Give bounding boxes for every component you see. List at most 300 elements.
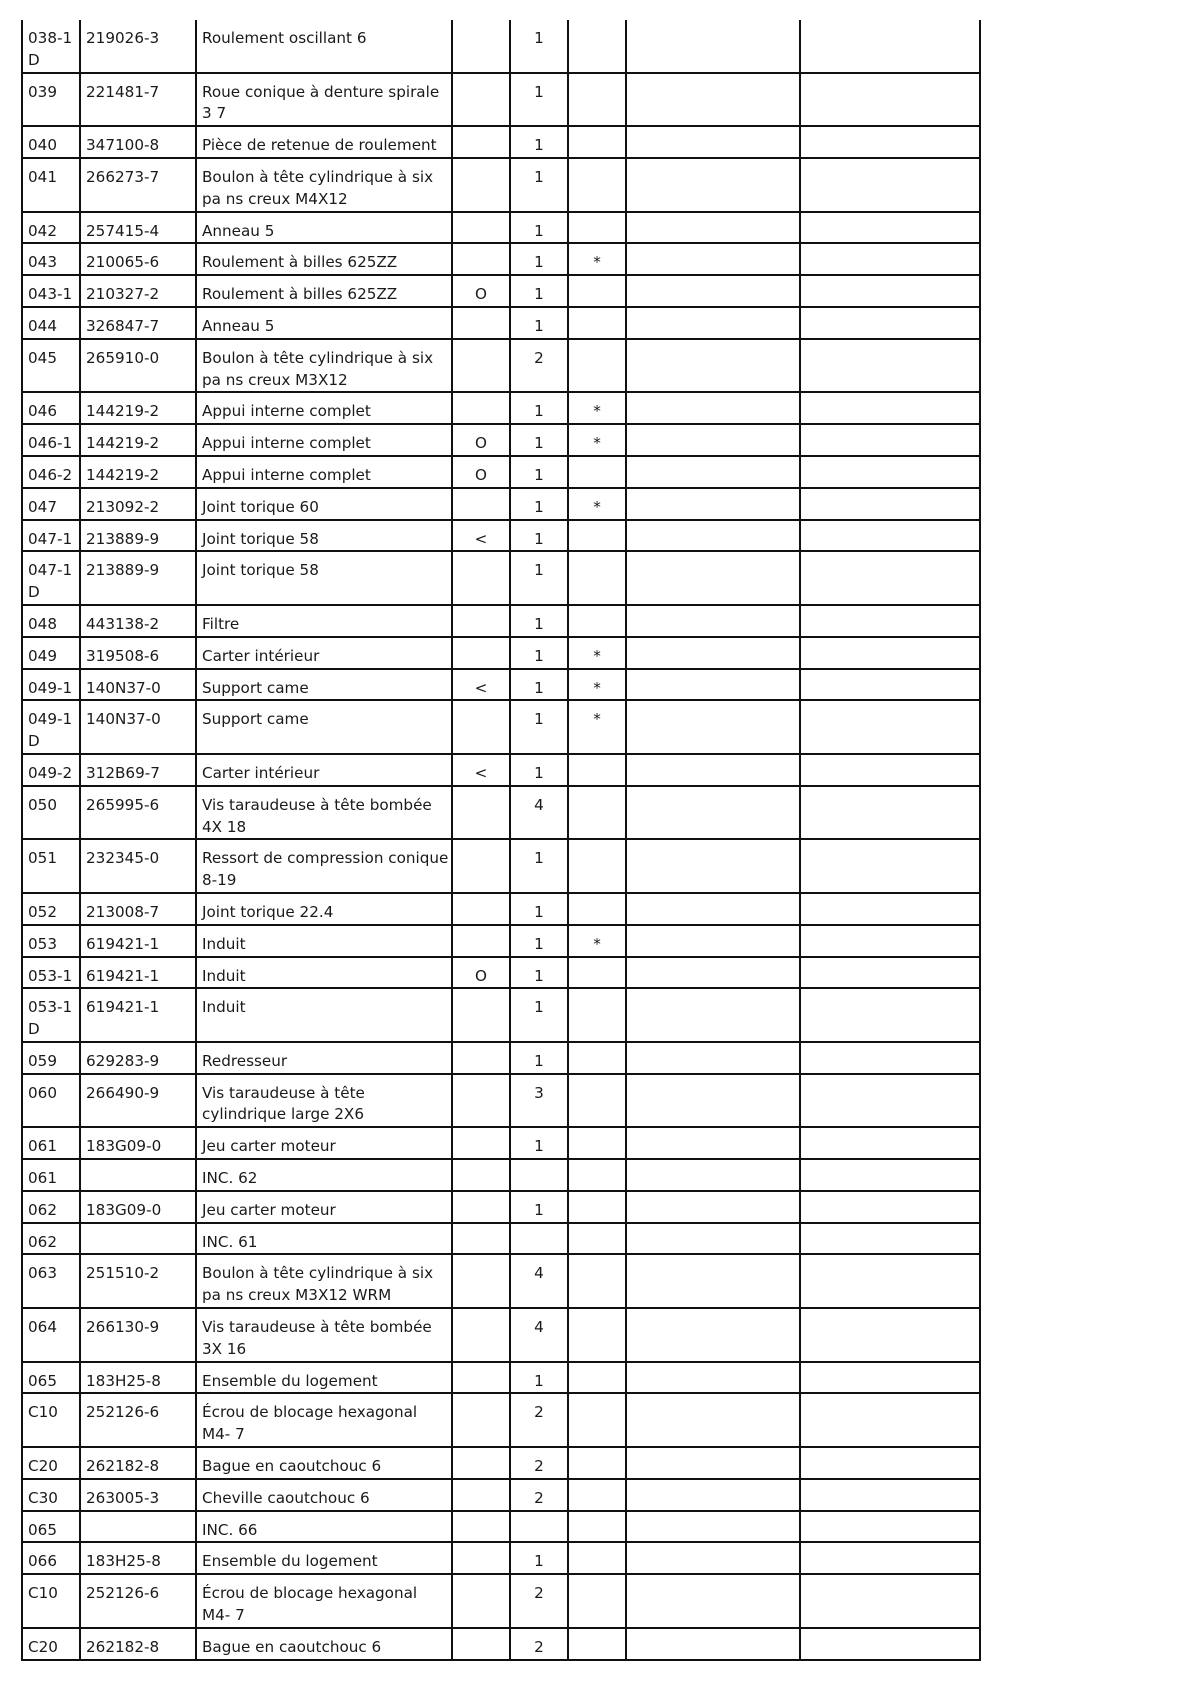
note-cell [568,1479,626,1511]
table-row [22,1362,980,1394]
item-number-cell: 050 [22,786,80,840]
quantity-cell: 1 [510,73,568,127]
blank-cell [800,1542,980,1574]
description-cell: Redresseur [196,1042,452,1074]
description-cell: Appui interne complet [196,456,452,488]
quantity-cell: 1 [510,158,568,212]
blank-cell [626,1447,800,1479]
table-row [22,988,980,1042]
part-number-cell: 144219-2 [80,424,196,456]
part-number-cell: 252126-6 [80,1393,196,1447]
blank-cell [800,1511,980,1543]
indicator-cell [452,637,510,669]
quantity-cell: 4 [510,786,568,840]
note-cell [568,1191,626,1223]
table-row [22,1479,980,1511]
description-cell: Carter intérieur [196,754,452,786]
blank-cell [626,700,800,754]
item-number-cell: 066 [22,1542,80,1574]
blank-cell [800,1254,980,1308]
blank-cell [800,893,980,925]
indicator-cell [452,1042,510,1074]
item-number-cell: 047-1 D [22,551,80,605]
part-number-cell: 266273-7 [80,158,196,212]
part-number-cell: 210065-6 [80,243,196,275]
blank-cell [626,1479,800,1511]
note-cell [568,212,626,244]
description-cell: Induit [196,925,452,957]
quantity-cell: 4 [510,1254,568,1308]
part-number-cell: 232345-0 [80,839,196,893]
blank-cell [626,1511,800,1543]
note-cell [568,1223,626,1255]
table-row [22,275,980,307]
indicator-cell [452,73,510,127]
blank-cell [626,392,800,424]
indicator-cell [452,925,510,957]
blank-cell [626,1127,800,1159]
item-number-cell: 047 [22,488,80,520]
table-row [22,839,980,893]
indicator-cell [452,1628,510,1660]
note-cell [568,1042,626,1074]
blank-cell [626,1362,800,1394]
blank-cell [800,1308,980,1362]
table-row [22,307,980,339]
blank-cell [626,1393,800,1447]
note-cell: * [568,925,626,957]
indicator-cell: O [452,456,510,488]
description-cell: Boulon à tête cylindrique à six pa ns creux M3X12 WRM [196,1254,452,1308]
blank-cell [800,551,980,605]
blank-cell [800,605,980,637]
blank-cell [626,1308,800,1362]
description-cell: Boulon à tête cylindrique à six pa ns creux M3X12 [196,339,452,393]
blank-cell [626,1042,800,1074]
indicator-cell: O [452,957,510,989]
blank-cell [626,424,800,456]
blank-cell [800,73,980,127]
blank-cell [800,307,980,339]
item-number-cell: 053 [22,925,80,957]
blank-cell [626,1542,800,1574]
item-number-cell: 063 [22,1254,80,1308]
quantity-cell: 1 [510,243,568,275]
indicator-cell [452,126,510,158]
blank-cell [800,456,980,488]
part-number-cell: 140N37-0 [80,669,196,701]
table-row [22,488,980,520]
indicator-cell: < [452,754,510,786]
quantity-cell: 1 [510,957,568,989]
description-cell: Cheville caoutchouc 6 [196,1479,452,1511]
quantity-cell: 1 [510,839,568,893]
note-cell [568,1393,626,1447]
quantity-cell: 2 [510,1574,568,1628]
part-number-cell: 213092-2 [80,488,196,520]
indicator-cell [452,1127,510,1159]
quantity-cell: 2 [510,1393,568,1447]
blank-cell [800,1479,980,1511]
blank-cell [800,275,980,307]
item-number-cell: 046-1 [22,424,80,456]
part-number-cell: 262182-8 [80,1447,196,1479]
note-cell [568,988,626,1042]
description-cell: Joint torique 60 [196,488,452,520]
indicator-cell [452,158,510,212]
blank-cell [800,1159,980,1191]
blank-cell [626,158,800,212]
item-number-cell: 052 [22,893,80,925]
note-cell [568,1159,626,1191]
item-number-cell: 049-1 [22,669,80,701]
note-cell: * [568,700,626,754]
note-cell [568,73,626,127]
table-row [22,20,980,73]
quantity-cell: 1 [510,1127,568,1159]
item-number-cell: 049 [22,637,80,669]
item-number-cell: 065 [22,1362,80,1394]
note-cell [568,551,626,605]
table-row [22,424,980,456]
table-row [22,551,980,605]
blank-cell [626,339,800,393]
quantity-cell: 1 [510,700,568,754]
part-number-cell: 319508-6 [80,637,196,669]
quantity-cell: 1 [510,1362,568,1394]
quantity-cell [510,1511,568,1543]
blank-cell [800,988,980,1042]
item-number-cell: C10 [22,1574,80,1628]
part-number-cell: 629283-9 [80,1042,196,1074]
table-row [22,1574,980,1628]
table-row [22,1542,980,1574]
description-cell: Roue conique à denture spirale 3 7 [196,73,452,127]
blank-cell [626,605,800,637]
blank-cell [800,158,980,212]
quantity-cell: 1 [510,605,568,637]
description-cell: Ensemble du logement [196,1542,452,1574]
table-row [22,1447,980,1479]
blank-cell [626,212,800,244]
item-number-cell: 064 [22,1308,80,1362]
note-cell [568,1511,626,1543]
description-cell: Roulement à billes 625ZZ [196,275,452,307]
indicator-cell [452,1191,510,1223]
blank-cell [626,1574,800,1628]
indicator-cell [452,893,510,925]
indicator-cell [452,488,510,520]
table-row [22,73,980,127]
part-number-cell: 312B69-7 [80,754,196,786]
table-row [22,392,980,424]
table-row [22,1628,980,1660]
note-cell [568,339,626,393]
item-number-cell: 049-2 [22,754,80,786]
note-cell: * [568,488,626,520]
table-row [22,669,980,701]
table-row [22,212,980,244]
note-cell [568,1254,626,1308]
item-number-cell: 039 [22,73,80,127]
description-cell: Vis taraudeuse à tête bombée 4X 18 [196,786,452,840]
blank-cell [800,1628,980,1660]
note-cell [568,307,626,339]
indicator-cell: O [452,275,510,307]
blank-cell [626,839,800,893]
quantity-cell: 1 [510,20,568,73]
note-cell: * [568,243,626,275]
description-cell: Carter intérieur [196,637,452,669]
description-cell: Joint torique 58 [196,551,452,605]
blank-cell [800,669,980,701]
quantity-cell: 1 [510,754,568,786]
indicator-cell [452,212,510,244]
part-number-cell: 183H25-8 [80,1542,196,1574]
blank-cell [626,925,800,957]
note-cell: * [568,392,626,424]
quantity-cell: 1 [510,925,568,957]
table-row [22,1223,980,1255]
blank-cell [626,637,800,669]
item-number-cell: 051 [22,839,80,893]
note-cell: * [568,669,626,701]
description-cell: Bague en caoutchouc 6 [196,1447,452,1479]
note-cell [568,1074,626,1128]
description-cell: Anneau 5 [196,212,452,244]
part-number-cell: 263005-3 [80,1479,196,1511]
part-number-cell: 619421-1 [80,988,196,1042]
note-cell [568,839,626,893]
indicator-cell [452,700,510,754]
indicator-cell [452,392,510,424]
blank-cell [800,1574,980,1628]
part-number-cell: 347100-8 [80,126,196,158]
item-number-cell: 062 [22,1191,80,1223]
indicator-cell [452,1254,510,1308]
quantity-cell: 2 [510,1628,568,1660]
quantity-cell: 1 [510,275,568,307]
part-number-cell: 210327-2 [80,275,196,307]
blank-cell [626,307,800,339]
description-cell: Roulement oscillant 6 [196,20,452,73]
table-row [22,1511,980,1543]
blank-cell [800,212,980,244]
part-number-cell: 183H25-8 [80,1362,196,1394]
blank-cell [800,700,980,754]
description-cell: Induit [196,957,452,989]
table-row [22,520,980,552]
quantity-cell: 1 [510,1542,568,1574]
indicator-cell [452,1159,510,1191]
blank-cell [626,243,800,275]
table-row [22,700,980,754]
description-cell: Appui interne complet [196,392,452,424]
quantity-cell: 1 [510,893,568,925]
indicator-cell [452,1511,510,1543]
table-row [22,1074,980,1128]
item-number-cell: 060 [22,1074,80,1128]
part-number-cell [80,1159,196,1191]
quantity-cell: 1 [510,520,568,552]
blank-cell [626,456,800,488]
blank-cell [800,1362,980,1394]
part-number-cell: 257415-4 [80,212,196,244]
item-number-cell: 048 [22,605,80,637]
description-cell: Joint torique 58 [196,520,452,552]
blank-cell [800,243,980,275]
description-cell: Jeu carter moteur [196,1191,452,1223]
blank-cell [626,520,800,552]
note-cell [568,520,626,552]
table-row [22,754,980,786]
part-number-cell: 213889-9 [80,520,196,552]
indicator-cell [452,1393,510,1447]
quantity-cell: 2 [510,1447,568,1479]
description-cell: Ressort de compression conique 8-19 [196,839,452,893]
table-row [22,1042,980,1074]
blank-cell [626,1074,800,1128]
description-cell: Anneau 5 [196,307,452,339]
blank-cell [626,1254,800,1308]
table-row [22,893,980,925]
part-number-cell: 266490-9 [80,1074,196,1128]
item-number-cell: 047-1 [22,520,80,552]
quantity-cell: 1 [510,424,568,456]
item-number-cell: 038-1 D [22,20,80,73]
description-cell: Induit [196,988,452,1042]
indicator-cell [452,243,510,275]
table-row [22,786,980,840]
indicator-cell [452,839,510,893]
parts-list-table [21,20,981,1661]
item-number-cell: 049-1 D [22,700,80,754]
note-cell [568,1447,626,1479]
description-cell: Joint torique 22.4 [196,893,452,925]
blank-cell [626,126,800,158]
quantity-cell: 1 [510,212,568,244]
blank-cell [626,275,800,307]
part-number-cell: 262182-8 [80,1628,196,1660]
table-row [22,925,980,957]
quantity-cell: 1 [510,551,568,605]
blank-cell [626,957,800,989]
note-cell [568,158,626,212]
part-number-cell: 183G09-0 [80,1127,196,1159]
description-cell: Appui interne complet [196,424,452,456]
part-number-cell: 221481-7 [80,73,196,127]
note-cell [568,605,626,637]
item-number-cell: 065 [22,1511,80,1543]
blank-cell [626,669,800,701]
quantity-cell: 4 [510,1308,568,1362]
indicator-cell [452,1362,510,1394]
quantity-cell: 2 [510,339,568,393]
table-row [22,605,980,637]
part-number-cell: 619421-1 [80,925,196,957]
indicator-cell [452,1074,510,1128]
item-number-cell: 041 [22,158,80,212]
description-cell: INC. 61 [196,1223,452,1255]
blank-cell [800,925,980,957]
quantity-cell: 1 [510,392,568,424]
indicator-cell [452,786,510,840]
table-row [22,158,980,212]
item-number-cell: 045 [22,339,80,393]
item-number-cell: 059 [22,1042,80,1074]
indicator-cell [452,1223,510,1255]
description-cell: Écrou de blocage hexagonal M4- 7 [196,1574,452,1628]
blank-cell [800,786,980,840]
part-number-cell: 265995-6 [80,786,196,840]
quantity-cell: 3 [510,1074,568,1128]
blank-cell [800,520,980,552]
blank-cell [800,637,980,669]
indicator-cell: < [452,669,510,701]
description-cell: Écrou de blocage hexagonal M4- 7 [196,1393,452,1447]
blank-cell [800,339,980,393]
part-number-cell: 619421-1 [80,957,196,989]
table-row [22,637,980,669]
item-number-cell: C10 [22,1393,80,1447]
note-cell [568,1308,626,1362]
part-number-cell: 252126-6 [80,1574,196,1628]
item-number-cell: 044 [22,307,80,339]
blank-cell [626,754,800,786]
indicator-cell [452,1574,510,1628]
indicator-cell [452,1479,510,1511]
table-row [22,1191,980,1223]
blank-cell [800,957,980,989]
note-cell [568,893,626,925]
note-cell [568,1127,626,1159]
table-row [22,1254,980,1308]
blank-cell [626,73,800,127]
description-cell: Support came [196,669,452,701]
blank-cell [800,754,980,786]
blank-cell [626,1628,800,1660]
note-cell [568,957,626,989]
blank-cell [626,551,800,605]
table-row [22,126,980,158]
parts-list-body [22,20,980,1660]
part-number-cell: 213008-7 [80,893,196,925]
blank-cell [800,1074,980,1128]
indicator-cell [452,20,510,73]
blank-cell [800,488,980,520]
table-row [22,243,980,275]
item-number-cell: 042 [22,212,80,244]
description-cell: Boulon à tête cylindrique à six pa ns creux M4X12 [196,158,452,212]
blank-cell [800,1447,980,1479]
blank-cell [626,988,800,1042]
blank-cell [800,839,980,893]
item-number-cell: 046 [22,392,80,424]
description-cell: Vis taraudeuse à tête cylindrique large 2X6 [196,1074,452,1128]
indicator-cell [452,551,510,605]
table-row [22,1127,980,1159]
item-number-cell: 046-2 [22,456,80,488]
description-cell: Filtre [196,605,452,637]
quantity-cell: 1 [510,456,568,488]
blank-cell [800,1223,980,1255]
item-number-cell: 043-1 [22,275,80,307]
blank-cell [800,1393,980,1447]
item-number-cell: C20 [22,1628,80,1660]
note-cell [568,754,626,786]
item-number-cell: 040 [22,126,80,158]
indicator-cell [452,307,510,339]
